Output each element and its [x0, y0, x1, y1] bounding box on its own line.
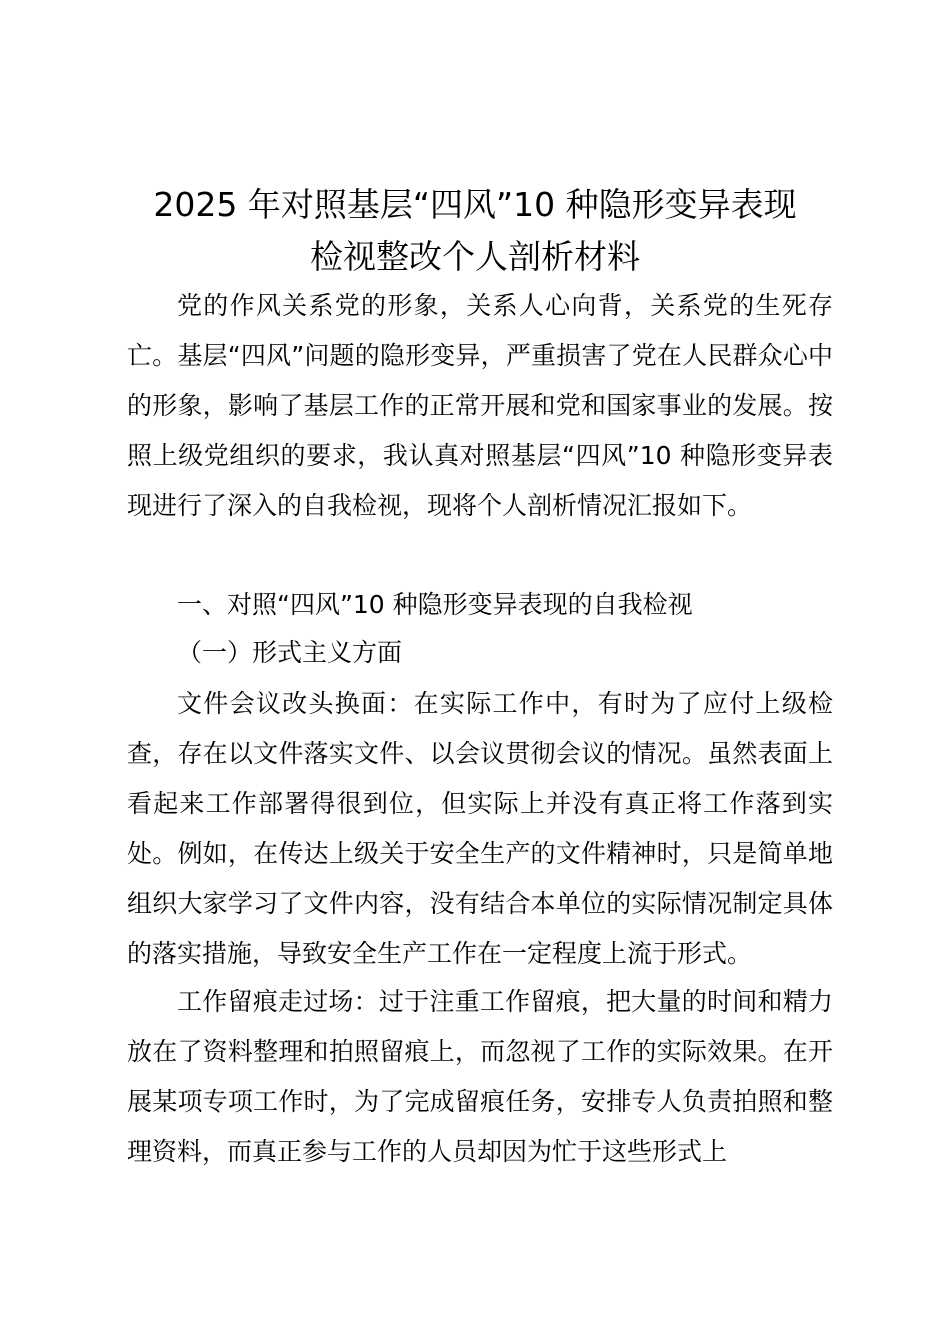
meetings-paragraph: 文件会议改头换面：在实际工作中，有时为了应付上级检查，存在以文件落实文件、以会议贯彻会议的情况。虽然表面上看起来工作部署得很到位，但实际上并没有真正将工作落到实处。例如，在传达上级关于安全生产的文件精神时，只是简单地组织大家学习了文件内容，没有结合本单位的实际情况制定具体的落实措施，导致安全生产工作在一定程度上流于形式。 — [127, 689, 833, 968]
section-heading: 一、对照“四风”10 种隐形变异表现的自我检视 — [177, 590, 693, 619]
document-title-line-2: 检视整改个人剖析材料 — [310, 237, 640, 276]
traces-paragraph: 工作留痕走过场：过于注重工作留痕，把大量的时间和精力放在了资料整理和拍照留痕上，而忽视了工作的实际效果。在开展某项专项工作时，为了完成留痕任务，安排专人负责拍照和整理资料，而真正参与工作的人员却因为忙于这些形式上 — [127, 987, 833, 1166]
document-title-line-1: 2025 年对照基层“四风”10 种隐形变异表现 — [153, 185, 797, 224]
intro-paragraph: 党的作风关系党的形象，关系人心向背，关系党的生死存亡。基层“四风”问题的隐形变异，严重损害了党在人民群众心中的形象，影响了基层工作的正常开展和党和国家事业的发展。按照上级党组织的要求，我认真对照基层“四风”10 种隐形变异表现进行了深入的自我检视，现将个人剖析情况汇报如下。 — [127, 291, 833, 520]
subsection-heading: （一）形式主义方面 — [177, 638, 403, 667]
